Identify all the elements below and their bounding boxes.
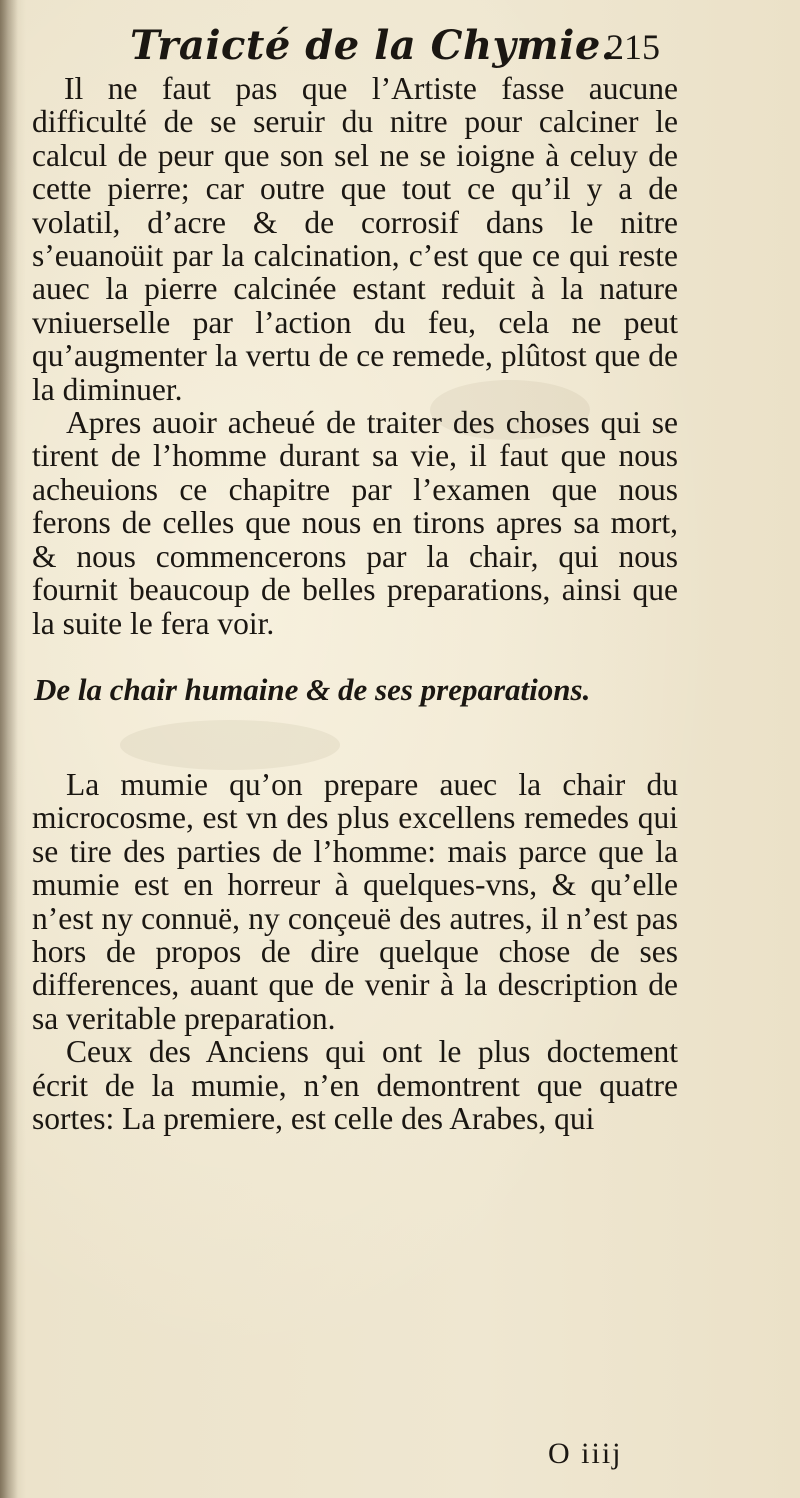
section-heading: De la chair humaine & de ses preparations. bbox=[34, 671, 591, 707]
paragraph: Ceux des Anciens qui ont le plus doctement écrit de la mumie, n’en demontrent que quatre sortes: La premiere, est celle des Arabes, qui bbox=[32, 1034, 678, 1136]
paragraph: Il ne faut pas que l’Artiste fasse aucune difficulté de se seruir du nitre pour calciner le calcul de peur que son sel ne se ioigne à celuy de cette pierre; car outre que tout ce qu’il y a de volatil, d’acre & de corrosif dans le nitre s’euanoüit par la calcination, c’est que ce qui reste auec la pierre calcinée estant reduit à la nature vniuerselle par l’action du feu, cela ne peut qu’augmenter la vertu de ce remede, plûtost que de la diminuer. bbox=[32, 71, 678, 407]
body-text bbox=[32, 72, 678, 1135]
spacer bbox=[32, 710, 678, 768]
running-title: Traicté de la Chymie. bbox=[130, 22, 616, 69]
signature-mark: O iiij bbox=[548, 1437, 623, 1470]
binding-shadow bbox=[0, 0, 18, 1498]
page-number: 215 bbox=[606, 27, 660, 67]
page-header bbox=[130, 22, 660, 78]
spacer bbox=[32, 640, 678, 670]
paragraph: Apres auoir acheué de traiter des choses qui se tirent de l’homme durant sa vie, il faut que nous acheuions ce chapitre par l’examen que nous ferons de celles que nous en tirons apres sa mort, & nous commencerons par la chair, qui nous fournit beaucoup de belles preparations, ainsi que la suite le fera voir. bbox=[32, 405, 678, 641]
paragraph: La mumie qu’on prepare auec la chair du microcosme, est vn des plus excellens remedes qui se tire des parties de l’homme: mais parce que la mumie est en horreur à quelques-vns, & qu’elle n’est ny connuë, ny conçeuë des autres, il n’est pas hors de propos de dire quelque chose de ses differences, auant que de venir à la description de sa veritable preparation. bbox=[32, 766, 678, 1036]
